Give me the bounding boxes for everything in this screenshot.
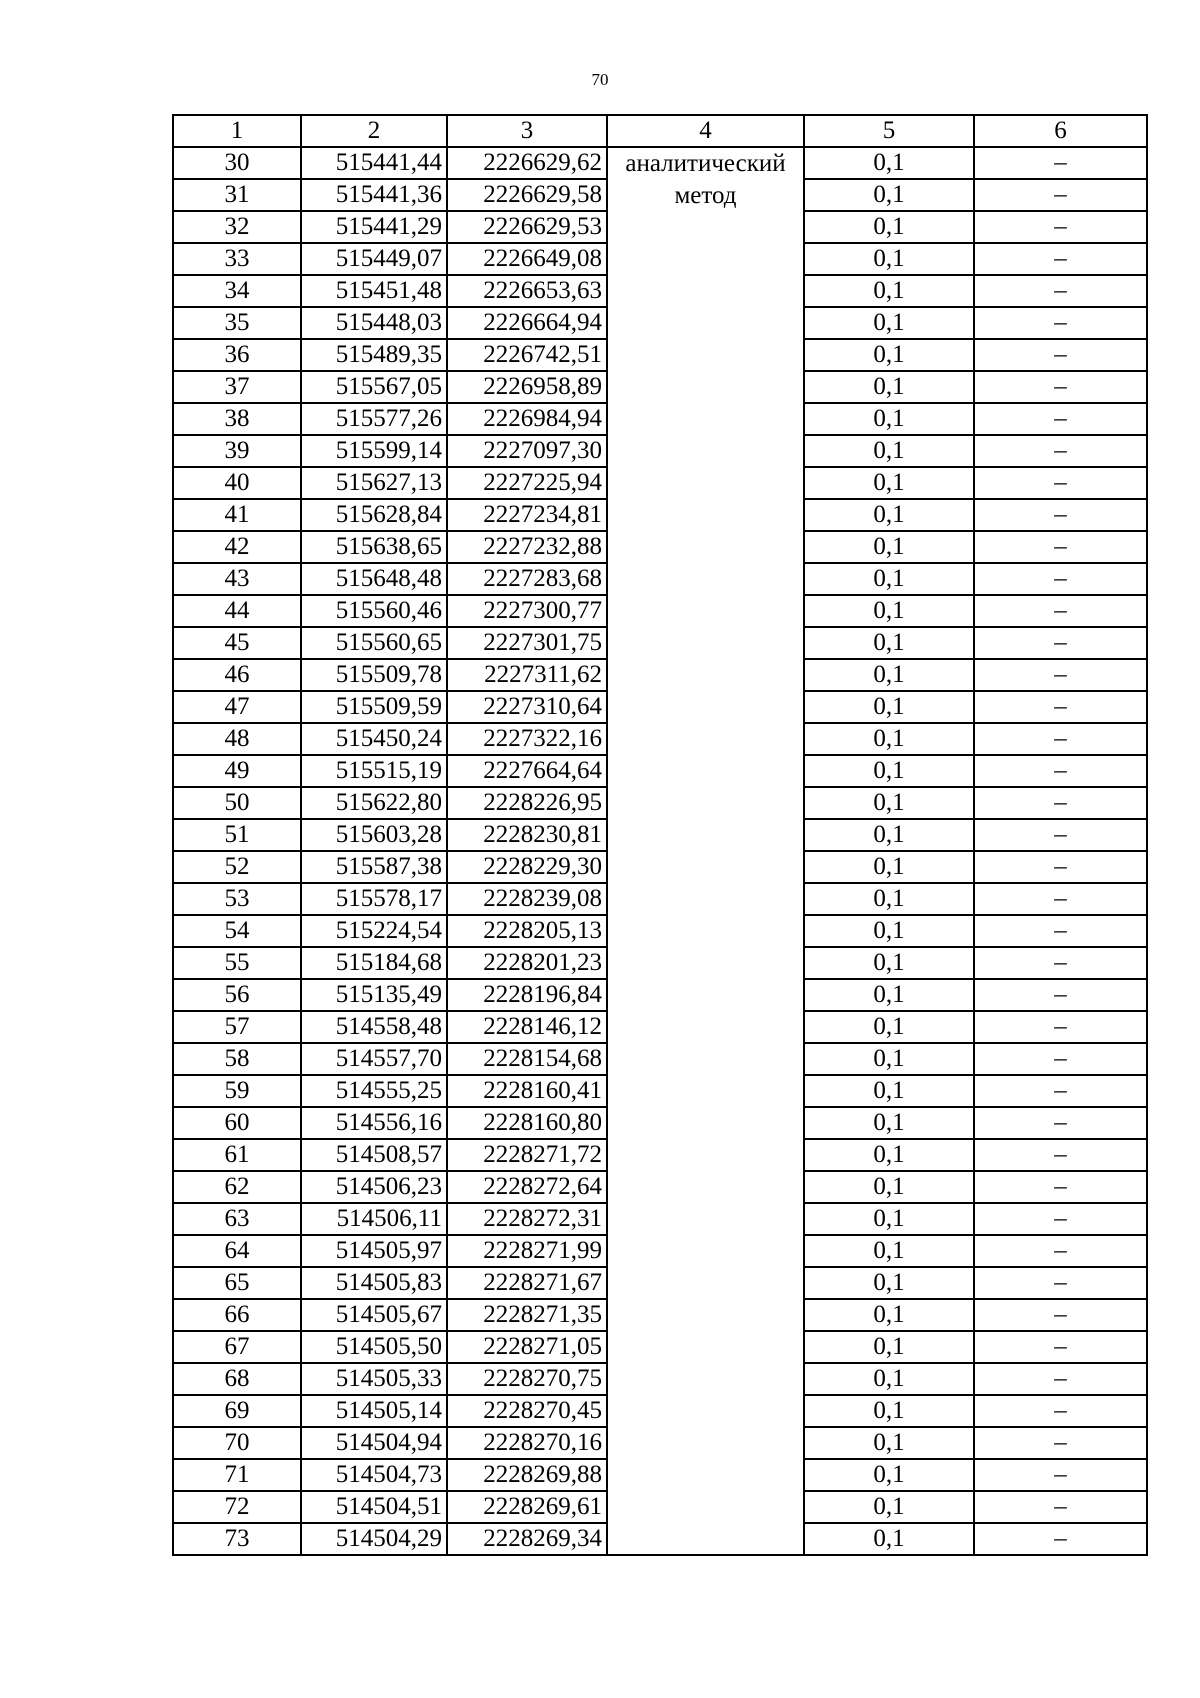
point-number-cell: 63	[173, 1203, 301, 1235]
accuracy-cell: 0,1	[804, 691, 974, 723]
coordinate-x-cell: 515224,54	[301, 915, 447, 947]
coordinate-x-cell: 515638,65	[301, 531, 447, 563]
description-cell: –	[974, 755, 1147, 787]
coordinate-y-cell: 2227664,64	[447, 755, 607, 787]
accuracy-cell: 0,1	[804, 1363, 974, 1395]
page-number: 70	[591, 70, 609, 89]
coordinate-y-cell: 2228160,80	[447, 1107, 607, 1139]
description-cell: –	[974, 947, 1147, 979]
point-number-cell: 34	[173, 275, 301, 307]
coordinate-y-cell: 2228229,30	[447, 851, 607, 883]
accuracy-cell: 0,1	[804, 211, 974, 243]
coordinate-y-cell: 2227301,75	[447, 627, 607, 659]
coordinate-x-cell: 514505,33	[301, 1363, 447, 1395]
coordinate-y-cell: 2226629,62	[447, 147, 607, 179]
header-col-1: 1	[173, 115, 301, 147]
coordinate-x-cell: 515627,13	[301, 467, 447, 499]
coordinate-y-cell: 2228239,08	[447, 883, 607, 915]
coordinate-y-cell: 2226629,53	[447, 211, 607, 243]
description-cell: –	[974, 499, 1147, 531]
accuracy-cell: 0,1	[804, 1491, 974, 1523]
coordinate-x-cell: 515515,19	[301, 755, 447, 787]
coordinate-y-cell: 2228270,45	[447, 1395, 607, 1427]
coordinate-x-cell: 515441,36	[301, 179, 447, 211]
point-number-cell: 50	[173, 787, 301, 819]
accuracy-cell: 0,1	[804, 499, 974, 531]
description-cell: –	[974, 915, 1147, 947]
point-number-cell: 67	[173, 1331, 301, 1363]
coordinate-x-cell: 515560,65	[301, 627, 447, 659]
description-cell: –	[974, 691, 1147, 723]
coordinate-y-cell: 2226984,94	[447, 403, 607, 435]
point-number-cell: 54	[173, 915, 301, 947]
description-cell: –	[974, 211, 1147, 243]
point-number-cell: 48	[173, 723, 301, 755]
description-cell: –	[974, 1331, 1147, 1363]
coordinate-x-cell: 515509,59	[301, 691, 447, 723]
coordinate-x-cell: 515489,35	[301, 339, 447, 371]
coordinate-y-cell: 2227232,88	[447, 531, 607, 563]
description-cell: –	[974, 979, 1147, 1011]
point-number-cell: 60	[173, 1107, 301, 1139]
point-number-cell: 51	[173, 819, 301, 851]
accuracy-cell: 0,1	[804, 1075, 974, 1107]
coordinate-y-cell: 2226653,63	[447, 275, 607, 307]
header-col-3: 3	[447, 115, 607, 147]
coordinate-x-cell: 514557,70	[301, 1043, 447, 1075]
point-number-cell: 71	[173, 1459, 301, 1491]
coordinate-x-cell: 514505,83	[301, 1267, 447, 1299]
description-cell: –	[974, 723, 1147, 755]
coordinate-x-cell: 514555,25	[301, 1075, 447, 1107]
accuracy-cell: 0,1	[804, 243, 974, 275]
coordinate-y-cell: 2228272,31	[447, 1203, 607, 1235]
description-cell: –	[974, 1395, 1147, 1427]
table-body	[173, 147, 1147, 1555]
accuracy-cell: 0,1	[804, 275, 974, 307]
coordinate-x-cell: 515622,80	[301, 787, 447, 819]
coordinate-y-cell: 2227300,77	[447, 595, 607, 627]
coordinate-x-cell: 515577,26	[301, 403, 447, 435]
coordinate-x-cell: 515441,29	[301, 211, 447, 243]
description-cell: –	[974, 1139, 1147, 1171]
coordinate-y-cell: 2228201,23	[447, 947, 607, 979]
coordinate-y-cell: 2226742,51	[447, 339, 607, 371]
accuracy-cell: 0,1	[804, 755, 974, 787]
coordinate-x-cell: 514506,23	[301, 1171, 447, 1203]
point-number-cell: 64	[173, 1235, 301, 1267]
accuracy-cell: 0,1	[804, 1523, 974, 1555]
description-cell: –	[974, 435, 1147, 467]
point-number-cell: 58	[173, 1043, 301, 1075]
accuracy-cell: 0,1	[804, 1171, 974, 1203]
coordinate-x-cell: 515441,44	[301, 147, 447, 179]
accuracy-cell: 0,1	[804, 1267, 974, 1299]
accuracy-cell: 0,1	[804, 307, 974, 339]
point-number-cell: 41	[173, 499, 301, 531]
point-number-cell: 55	[173, 947, 301, 979]
accuracy-cell: 0,1	[804, 403, 974, 435]
table-header-row	[173, 115, 1147, 147]
description-cell: –	[974, 307, 1147, 339]
description-cell: –	[974, 179, 1147, 211]
description-cell: –	[974, 467, 1147, 499]
coordinate-x-cell: 514506,11	[301, 1203, 447, 1235]
point-number-cell: 69	[173, 1395, 301, 1427]
description-cell: –	[974, 1171, 1147, 1203]
accuracy-cell: 0,1	[804, 979, 974, 1011]
description-cell: –	[974, 659, 1147, 691]
coordinate-y-cell: 2226649,08	[447, 243, 607, 275]
accuracy-cell: 0,1	[804, 1107, 974, 1139]
coordinate-y-cell: 2228230,81	[447, 819, 607, 851]
point-number-cell: 52	[173, 851, 301, 883]
coordinate-y-cell: 2228269,88	[447, 1459, 607, 1491]
description-cell: –	[974, 339, 1147, 371]
coordinates-table	[172, 114, 1148, 1556]
description-cell: –	[974, 1427, 1147, 1459]
coordinate-x-cell: 515648,48	[301, 563, 447, 595]
description-cell: –	[974, 1043, 1147, 1075]
coordinate-y-cell: 2228271,05	[447, 1331, 607, 1363]
description-cell: –	[974, 563, 1147, 595]
accuracy-cell: 0,1	[804, 723, 974, 755]
description-cell: –	[974, 1523, 1147, 1555]
coordinate-y-cell: 2228270,75	[447, 1363, 607, 1395]
description-cell: –	[974, 1107, 1147, 1139]
accuracy-cell: 0,1	[804, 467, 974, 499]
coordinate-x-cell: 515567,05	[301, 371, 447, 403]
coordinate-x-cell: 514558,48	[301, 1011, 447, 1043]
description-cell: –	[974, 1267, 1147, 1299]
coordinate-y-cell: 2226664,94	[447, 307, 607, 339]
description-cell: –	[974, 1363, 1147, 1395]
point-number-cell: 44	[173, 595, 301, 627]
coordinate-x-cell: 515450,24	[301, 723, 447, 755]
coordinate-y-cell: 2227225,94	[447, 467, 607, 499]
description-cell: –	[974, 371, 1147, 403]
point-number-cell: 32	[173, 211, 301, 243]
coordinate-y-cell: 2228269,61	[447, 1491, 607, 1523]
coordinate-y-cell: 2228205,13	[447, 915, 607, 947]
coordinate-x-cell: 514505,14	[301, 1395, 447, 1427]
point-number-cell: 62	[173, 1171, 301, 1203]
description-cell: –	[974, 1299, 1147, 1331]
point-number-cell: 61	[173, 1139, 301, 1171]
accuracy-cell: 0,1	[804, 851, 974, 883]
description-cell: –	[974, 1075, 1147, 1107]
accuracy-cell: 0,1	[804, 179, 974, 211]
coordinate-y-cell: 2228271,67	[447, 1267, 607, 1299]
point-number-cell: 33	[173, 243, 301, 275]
accuracy-cell: 0,1	[804, 659, 974, 691]
coordinate-x-cell: 515135,49	[301, 979, 447, 1011]
description-cell: –	[974, 243, 1147, 275]
accuracy-cell: 0,1	[804, 1331, 974, 1363]
accuracy-cell: 0,1	[804, 1395, 974, 1427]
accuracy-cell: 0,1	[804, 1459, 974, 1491]
point-number-cell: 70	[173, 1427, 301, 1459]
description-cell: –	[974, 1235, 1147, 1267]
coordinate-y-cell: 2227097,30	[447, 435, 607, 467]
point-number-cell: 31	[173, 179, 301, 211]
coordinate-y-cell: 2226958,89	[447, 371, 607, 403]
coordinate-x-cell: 515603,28	[301, 819, 447, 851]
accuracy-cell: 0,1	[804, 1011, 974, 1043]
coordinate-x-cell: 514505,67	[301, 1299, 447, 1331]
coordinate-x-cell: 514504,51	[301, 1491, 447, 1523]
coordinate-y-cell: 2228146,12	[447, 1011, 607, 1043]
accuracy-cell: 0,1	[804, 371, 974, 403]
point-number-cell: 57	[173, 1011, 301, 1043]
coordinate-y-cell: 2228226,95	[447, 787, 607, 819]
coordinate-y-cell: 2228160,41	[447, 1075, 607, 1107]
header-col-2: 2	[301, 115, 447, 147]
coordinate-y-cell: 2228271,72	[447, 1139, 607, 1171]
accuracy-cell: 0,1	[804, 1299, 974, 1331]
header-col-5: 5	[804, 115, 974, 147]
description-cell: –	[974, 531, 1147, 563]
coordinate-x-cell: 515449,07	[301, 243, 447, 275]
coordinate-x-cell: 515587,38	[301, 851, 447, 883]
point-number-cell: 43	[173, 563, 301, 595]
coordinate-y-cell: 2227283,68	[447, 563, 607, 595]
point-number-cell: 35	[173, 307, 301, 339]
accuracy-cell: 0,1	[804, 883, 974, 915]
point-number-cell: 68	[173, 1363, 301, 1395]
point-number-cell: 42	[173, 531, 301, 563]
accuracy-cell: 0,1	[804, 1203, 974, 1235]
point-number-cell: 53	[173, 883, 301, 915]
accuracy-cell: 0,1	[804, 787, 974, 819]
coordinate-x-cell: 515560,46	[301, 595, 447, 627]
coordinate-y-cell: 2227310,64	[447, 691, 607, 723]
coordinate-x-cell: 514505,50	[301, 1331, 447, 1363]
description-cell: –	[974, 1203, 1147, 1235]
accuracy-cell: 0,1	[804, 147, 974, 179]
accuracy-cell: 0,1	[804, 339, 974, 371]
point-number-cell: 47	[173, 691, 301, 723]
description-cell: –	[974, 787, 1147, 819]
coordinate-x-cell: 515599,14	[301, 435, 447, 467]
coordinate-y-cell: 2228272,64	[447, 1171, 607, 1203]
coordinate-y-cell: 2227311,62	[447, 659, 607, 691]
point-number-cell: 59	[173, 1075, 301, 1107]
description-cell: –	[974, 403, 1147, 435]
coordinate-x-cell: 515184,68	[301, 947, 447, 979]
point-number-cell: 45	[173, 627, 301, 659]
description-cell: –	[974, 819, 1147, 851]
coordinate-x-cell: 515578,17	[301, 883, 447, 915]
point-number-cell: 40	[173, 467, 301, 499]
point-number-cell: 72	[173, 1491, 301, 1523]
description-cell: –	[974, 851, 1147, 883]
coordinate-y-cell: 2228154,68	[447, 1043, 607, 1075]
accuracy-cell: 0,1	[804, 563, 974, 595]
coordinate-y-cell: 2227234,81	[447, 499, 607, 531]
accuracy-cell: 0,1	[804, 1235, 974, 1267]
header-col-4: 4	[607, 115, 804, 147]
coordinate-x-cell: 515448,03	[301, 307, 447, 339]
accuracy-cell: 0,1	[804, 435, 974, 467]
coordinate-x-cell: 514505,97	[301, 1235, 447, 1267]
point-number-cell: 66	[173, 1299, 301, 1331]
coordinate-x-cell: 514556,16	[301, 1107, 447, 1139]
coordinate-y-cell: 2228271,99	[447, 1235, 607, 1267]
table-row	[173, 147, 1147, 179]
coordinate-y-cell: 2228270,16	[447, 1427, 607, 1459]
coordinate-y-cell: 2226629,58	[447, 179, 607, 211]
coordinate-x-cell: 515509,78	[301, 659, 447, 691]
description-cell: –	[974, 883, 1147, 915]
accuracy-cell: 0,1	[804, 1043, 974, 1075]
coordinate-y-cell: 2227322,16	[447, 723, 607, 755]
header-col-6: 6	[974, 115, 1147, 147]
coordinate-x-cell: 515451,48	[301, 275, 447, 307]
coordinate-y-cell: 2228196,84	[447, 979, 607, 1011]
point-number-cell: 38	[173, 403, 301, 435]
accuracy-cell: 0,1	[804, 595, 974, 627]
point-number-cell: 39	[173, 435, 301, 467]
accuracy-cell: 0,1	[804, 947, 974, 979]
point-number-cell: 73	[173, 1523, 301, 1555]
accuracy-cell: 0,1	[804, 819, 974, 851]
method-cell: аналитический метод	[607, 147, 804, 1555]
point-number-cell: 36	[173, 339, 301, 371]
accuracy-cell: 0,1	[804, 1139, 974, 1171]
point-number-cell: 30	[173, 147, 301, 179]
description-cell: –	[974, 275, 1147, 307]
description-cell: –	[974, 1011, 1147, 1043]
point-number-cell: 49	[173, 755, 301, 787]
coordinate-x-cell: 514504,29	[301, 1523, 447, 1555]
coordinate-x-cell: 514504,94	[301, 1427, 447, 1459]
accuracy-cell: 0,1	[804, 915, 974, 947]
description-cell: –	[974, 1459, 1147, 1491]
accuracy-cell: 0,1	[804, 627, 974, 659]
coordinate-y-cell: 2228271,35	[447, 1299, 607, 1331]
coordinate-x-cell: 514504,73	[301, 1459, 447, 1491]
point-number-cell: 37	[173, 371, 301, 403]
description-cell: –	[974, 1491, 1147, 1523]
point-number-cell: 65	[173, 1267, 301, 1299]
coordinate-x-cell: 515628,84	[301, 499, 447, 531]
point-number-cell: 46	[173, 659, 301, 691]
description-cell: –	[974, 595, 1147, 627]
description-cell: –	[974, 147, 1147, 179]
description-cell: –	[974, 627, 1147, 659]
accuracy-cell: 0,1	[804, 531, 974, 563]
accuracy-cell: 0,1	[804, 1427, 974, 1459]
coordinate-y-cell: 2228269,34	[447, 1523, 607, 1555]
coordinate-x-cell: 514508,57	[301, 1139, 447, 1171]
point-number-cell: 56	[173, 979, 301, 1011]
